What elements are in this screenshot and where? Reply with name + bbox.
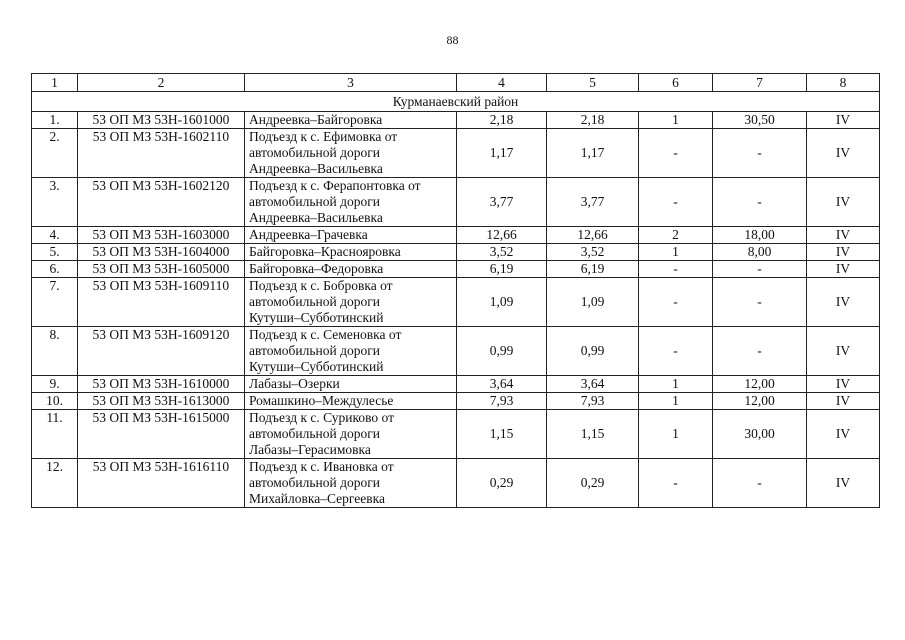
- value-col-8: IV: [807, 244, 880, 261]
- road-code: 53 ОП МЗ 53Н-1604000: [78, 244, 245, 261]
- row-number: 12.: [32, 459, 78, 508]
- value-col-5: 7,93: [547, 393, 639, 410]
- road-name: [245, 227, 457, 244]
- value-col-4: 6,19: [457, 261, 547, 278]
- value-col-4: 3,52: [457, 244, 547, 261]
- road-name: [245, 178, 457, 227]
- value-col-7: 8,00: [713, 244, 807, 261]
- value-col-8: IV: [807, 112, 880, 129]
- road-name-line: Байгоровка–Федоровка: [249, 261, 384, 276]
- road-name-line: Кутуши–Субботинский: [249, 359, 384, 374]
- value-col-7: -: [713, 327, 807, 376]
- road-code: 53 ОП МЗ 53Н-1616110: [78, 459, 245, 508]
- road-name-line: Байгоровка–Краснояровка: [249, 244, 401, 259]
- value-col-4: 2,18: [457, 112, 547, 129]
- value-col-4: 3,77: [457, 178, 547, 227]
- table-row: [32, 112, 880, 129]
- road-code: 53 ОП МЗ 53Н-1615000: [78, 410, 245, 459]
- value-col-4: 0,99: [457, 327, 547, 376]
- value-col-8: IV: [807, 459, 880, 508]
- table-row: [32, 410, 880, 459]
- table-row: [32, 459, 880, 508]
- road-name: [245, 278, 457, 327]
- row-number: 6.: [32, 261, 78, 278]
- road-name-line: автомобильной дороги: [249, 475, 380, 490]
- value-col-4: 7,93: [457, 393, 547, 410]
- value-col-7: 18,00: [713, 227, 807, 244]
- value-col-7: 12,00: [713, 393, 807, 410]
- road-name: [245, 129, 457, 178]
- value-col-8: IV: [807, 376, 880, 393]
- table-row: [32, 327, 880, 376]
- column-header: 4: [457, 74, 547, 92]
- road-name-line: автомобильной дороги: [249, 294, 380, 309]
- road-name-line: Андреевка–Васильевка: [249, 161, 383, 176]
- road-code: 53 ОП МЗ 53Н-1605000: [78, 261, 245, 278]
- page-number: 88: [446, 33, 459, 47]
- row-number: 9.: [32, 376, 78, 393]
- road-code: 53 ОП МЗ 53Н-1602110: [78, 129, 245, 178]
- value-col-8: IV: [807, 261, 880, 278]
- road-name-line: Подъезд к с. Ивановка от: [249, 459, 394, 474]
- table-row: [32, 261, 880, 278]
- road-name-line: Андреевка–Грачевка: [249, 227, 368, 242]
- row-number: 4.: [32, 227, 78, 244]
- road-name-line: Подъезд к с. Семеновка от: [249, 327, 402, 342]
- road-name-line: автомобильной дороги: [249, 426, 380, 441]
- value-col-7: -: [713, 261, 807, 278]
- roads-table: [31, 73, 880, 508]
- value-col-5: 3,52: [547, 244, 639, 261]
- value-col-6: -: [639, 178, 713, 227]
- table-row: [32, 393, 880, 410]
- value-col-4: 1,15: [457, 410, 547, 459]
- value-col-5: 0,99: [547, 327, 639, 376]
- road-name-line: Подъезд к с. Ферапонтовка от: [249, 178, 421, 193]
- value-col-4: 3,64: [457, 376, 547, 393]
- value-col-6: 2: [639, 227, 713, 244]
- value-col-4: 0,29: [457, 459, 547, 508]
- table-row: [32, 376, 880, 393]
- value-col-6: -: [639, 278, 713, 327]
- table-row: [32, 227, 880, 244]
- road-name-line: Лабазы–Озерки: [249, 376, 340, 391]
- value-col-6: 1: [639, 393, 713, 410]
- district-row: [32, 92, 880, 112]
- row-number: 10.: [32, 393, 78, 410]
- road-name-line: Михайловка–Сергеевка: [249, 491, 385, 506]
- value-col-4: 1,17: [457, 129, 547, 178]
- row-number: 3.: [32, 178, 78, 227]
- header-row: [32, 74, 880, 92]
- table-row: [32, 244, 880, 261]
- column-header: 6: [639, 74, 713, 92]
- value-col-5: 12,66: [547, 227, 639, 244]
- value-col-7: -: [713, 178, 807, 227]
- road-name-line: Ромашкино–Междулесье: [249, 393, 394, 408]
- value-col-8: IV: [807, 278, 880, 327]
- road-name: [245, 112, 457, 129]
- road-name-line: автомобильной дороги: [249, 343, 380, 358]
- value-col-6: 1: [639, 244, 713, 261]
- road-name: [245, 261, 457, 278]
- road-name: [245, 327, 457, 376]
- row-number: 11.: [32, 410, 78, 459]
- table-row: [32, 178, 880, 227]
- value-col-7: 12,00: [713, 376, 807, 393]
- road-name-line: Подъезд к с. Бобровка от: [249, 278, 393, 293]
- value-col-7: -: [713, 459, 807, 508]
- road-name: [245, 459, 457, 508]
- column-header: 7: [713, 74, 807, 92]
- column-header: 8: [807, 74, 880, 92]
- road-code: 53 ОП МЗ 53Н-1610000: [78, 376, 245, 393]
- value-col-5: 1,15: [547, 410, 639, 459]
- row-number: 2.: [32, 129, 78, 178]
- value-col-6: 1: [639, 112, 713, 129]
- road-code: 53 ОП МЗ 53Н-1613000: [78, 393, 245, 410]
- column-header: 2: [78, 74, 245, 92]
- road-name: [245, 376, 457, 393]
- column-header: 5: [547, 74, 639, 92]
- table-row: [32, 129, 880, 178]
- road-name: [245, 393, 457, 410]
- value-col-4: 12,66: [457, 227, 547, 244]
- value-col-5: 1,09: [547, 278, 639, 327]
- road-code: 53 ОП МЗ 53Н-1601000: [78, 112, 245, 129]
- road-name: [245, 410, 457, 459]
- value-col-6: 1: [639, 376, 713, 393]
- value-col-7: 30,50: [713, 112, 807, 129]
- road-name-line: Подъезд к с. Суриково от: [249, 410, 395, 425]
- value-col-8: IV: [807, 327, 880, 376]
- value-col-5: 3,64: [547, 376, 639, 393]
- road-name: [245, 244, 457, 261]
- value-col-8: IV: [807, 393, 880, 410]
- road-name-line: Андреевка–Васильевка: [249, 210, 383, 225]
- value-col-5: 6,19: [547, 261, 639, 278]
- road-name-line: Лабазы–Герасимовка: [249, 442, 371, 457]
- value-col-8: IV: [807, 410, 880, 459]
- row-number: 5.: [32, 244, 78, 261]
- road-code: 53 ОП МЗ 53Н-1609110: [78, 278, 245, 327]
- value-col-8: IV: [807, 178, 880, 227]
- value-col-7: -: [713, 278, 807, 327]
- value-col-7: -: [713, 129, 807, 178]
- road-code: 53 ОП МЗ 53Н-1602120: [78, 178, 245, 227]
- road-code: 53 ОП МЗ 53Н-1609120: [78, 327, 245, 376]
- road-name-line: Андреевка–Байгоровка: [249, 112, 383, 127]
- row-number: 1.: [32, 112, 78, 129]
- value-col-5: 1,17: [547, 129, 639, 178]
- value-col-8: IV: [807, 129, 880, 178]
- district-name: Курманаевский район: [32, 92, 880, 112]
- road-name-line: Подъезд к с. Ефимовка от: [249, 129, 398, 144]
- road-name-line: автомобильной дороги: [249, 145, 380, 160]
- road-code: 53 ОП МЗ 53Н-1603000: [78, 227, 245, 244]
- value-col-6: -: [639, 129, 713, 178]
- value-col-6: -: [639, 459, 713, 508]
- value-col-6: -: [639, 261, 713, 278]
- value-col-7: 30,00: [713, 410, 807, 459]
- value-col-8: IV: [807, 227, 880, 244]
- road-name-line: автомобильной дороги: [249, 194, 380, 209]
- road-name-line: Кутуши–Субботинский: [249, 310, 384, 325]
- value-col-5: 2,18: [547, 112, 639, 129]
- row-number: 7.: [32, 278, 78, 327]
- value-col-6: -: [639, 327, 713, 376]
- value-col-5: 0,29: [547, 459, 639, 508]
- column-header: 1: [32, 74, 78, 92]
- value-col-4: 1,09: [457, 278, 547, 327]
- value-col-6: 1: [639, 410, 713, 459]
- value-col-5: 3,77: [547, 178, 639, 227]
- column-header: 3: [245, 74, 457, 92]
- row-number: 8.: [32, 327, 78, 376]
- table-row: [32, 278, 880, 327]
